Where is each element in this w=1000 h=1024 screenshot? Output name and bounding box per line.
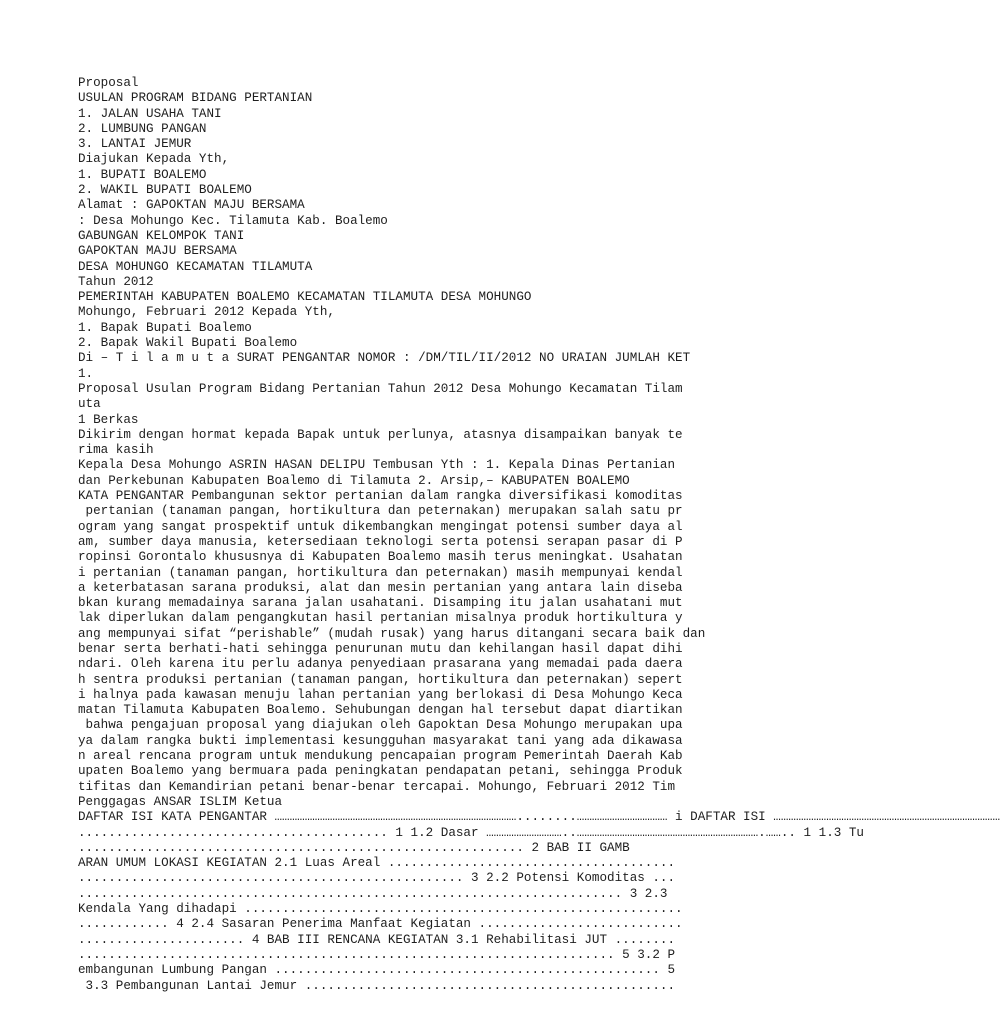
text-line: ......................................... 1 1.2 Dasar …………………………..……………………………………………………………….…….. 1 1.3 Tu: [78, 825, 864, 840]
text-line: i pertanian (tanaman pangan, hortikultura dan peternakan) masih mempunyai kendal: [78, 565, 683, 580]
text-line: ya dalam rangka bukti implementasi kesungguhan masyarakat tani yang ada dikawasa: [78, 733, 683, 748]
text-line: Diajukan Kepada Yth,: [78, 152, 230, 167]
text-line: ropinsi Gorontalo khususnya di Kabupaten Boalemo masih terus meningkat. Usahatan: [78, 550, 683, 565]
text-line: am, sumber daya manusia, ketersediaan teknologi serta potensi serapan pasar di P: [78, 534, 683, 549]
text-line: Penggagas ANSAR ISLIM Ketua: [78, 794, 283, 809]
text-line: Mohungo, Februari 2012 Kepada Yth,: [78, 305, 335, 320]
text-line: ang mempunyai sifat “perishable” (mudah rusak) yang harus ditangani secara baik dan: [78, 626, 706, 641]
text-line: matan Tilamuta Kabupaten Boalemo. Sehubungan dengan hal tersebut dapat diartikan: [78, 703, 683, 718]
text-line: n areal rencana program untuk mendukung pencapaian program Pemerintah Daerah Kab: [78, 749, 683, 764]
text-line: 2. LUMBUNG PANGAN: [78, 121, 207, 136]
text-line: KATA PENGANTAR Pembangunan sektor pertanian dalam rangka diversifikasi komoditas: [78, 489, 683, 504]
text-line: Di – T i l a m u t a SURAT PENGANTAR NOMOR : /DM/TIL/II/2012 NO URAIAN JUMLAH KET: [78, 351, 691, 366]
document-page: [78, 76, 1000, 994]
text-line: i halnya pada kawasan menuju lahan pertanian yang berlokasi di Desa Mohungo Keca: [78, 687, 683, 702]
text-line: 1. Bapak Bupati Boalemo: [78, 320, 252, 335]
text-line: ....................................................................... 5 3.2 P: [78, 947, 676, 962]
text-line: PEMERINTAH KABUPATEN BOALEMO KECAMATAN TILAMUTA DESA MOHUNGO: [78, 290, 532, 305]
text-line: Dikirim dengan hormat kepada Bapak untuk perlunya, atasnya disampaikan banyak te: [78, 427, 683, 442]
text-line: lak diperlukan dalam pengangkutan hasil pertanian misalnya produk hortikultura y: [78, 611, 683, 626]
text-line: GAPOKTAN MAJU BERSAMA: [78, 244, 237, 259]
text-line: 1. JALAN USAHA TANI: [78, 106, 222, 121]
text-line: Kendala Yang dihadapi ..........................................................: [78, 902, 683, 917]
text-line: 1 Berkas: [78, 412, 139, 427]
text-line: ............ 4 2.4 Sasaran Penerima Manfaat Kegiatan ...........................: [78, 917, 683, 932]
text-line: pertanian (tanaman pangan, hortikultura dan peternakan) merupakan salah satu pr: [78, 504, 683, 519]
text-line: ........................................................... 2 BAB II GAMB: [78, 840, 630, 855]
text-line: ................................................... 3 2.2 Potensi Komoditas ...: [78, 871, 676, 886]
text-line: ARAN UMUM LOKASI KEGIATAN 2.1 Luas Areal ......................................: [78, 856, 676, 871]
text-line: Alamat : GAPOKTAN MAJU BERSAMA: [78, 198, 305, 213]
text-line: ........................................................................ 3 2.3: [78, 886, 668, 901]
text-line: dan Perkebunan Kabupaten Boalemo di Tilamuta 2. Arsip,– KABUPATEN BOALEMO: [78, 473, 630, 488]
text-line: embangunan Lumbung Pangan ................................................... 5: [78, 963, 676, 978]
text-line: h sentra produksi pertanian (tanaman pangan, hortikultura dan peternakan) sepert: [78, 672, 683, 687]
text-line: GABUNGAN KELOMPOK TANI: [78, 228, 245, 243]
text-line: ogram yang sangat prospektif untuk dikembangkan mengingat potensi sumber daya al: [78, 519, 683, 534]
text-line: tifitas dan Kemandirian petani benar-benar tercapai. Mohungo, Februari 2012 Tim: [78, 779, 676, 794]
text-line: 2. WAKIL BUPATI BOALEMO: [78, 183, 252, 198]
text-line: Proposal: [78, 76, 139, 90]
text-line: Kepala Desa Mohungo ASRIN HASAN DELIPU Tembusan Yth : 1. Kepala Dinas Pertanian: [78, 458, 676, 473]
text-line: Tahun 2012: [78, 274, 154, 289]
text-line: 1.: [78, 366, 94, 381]
text-line: ndari. Oleh karena itu perlu adanya penyediaan prasarana yang memadai pada daera: [78, 657, 683, 672]
text-line: 2. Bapak Wakil Bupati Boalemo: [78, 336, 298, 351]
text-line: ...................... 4 BAB III RENCANA KEGIATAN 3.1 Rehabilitasi JUT ........: [78, 932, 676, 947]
text-line: USULAN PROGRAM BIDANG PERTANIAN: [78, 91, 313, 106]
text-line: : Desa Mohungo Kec. Tilamuta Kab. Boalemo: [78, 213, 388, 228]
text-line: 3.3 Pembangunan Lantai Jemur .................................................: [78, 978, 676, 993]
text-line: 3. LANTAI JEMUR: [78, 137, 192, 152]
text-line: bahwa pengajuan proposal yang diajukan oleh Gapoktan Desa Mohungo merupakan upa: [78, 718, 683, 733]
text-line: bkan kurang memadainya sarana jalan usahatani. Disamping itu jalan usahatani mut: [78, 596, 683, 611]
text-line: DAFTAR ISI KATA PENGANTAR ……………………………………………………………………………………........……………………………… i DAFTAR ISI ………………………………………………………………………………: [78, 810, 1000, 825]
text-line: DESA MOHUNGO KECAMATAN TILAMUTA: [78, 259, 313, 274]
text-line: benar serta berhati-hati sehingga penurunan mutu dan kehilangan hasil dapat dihi: [78, 641, 683, 656]
text-line: a keterbatasan sarana produksi, alat dan mesin pertanian yang antara lain diseba: [78, 580, 683, 595]
text-line: upaten Boalemo yang bermuara pada peningkatan pendapatan petani, sehingga Produk: [78, 764, 683, 779]
text-line: 1. BUPATI BOALEMO: [78, 167, 207, 182]
text-line: rima kasih: [78, 443, 154, 458]
text-line: uta: [78, 397, 101, 412]
text-line: Proposal Usulan Program Bidang Pertanian Tahun 2012 Desa Mohungo Kecamatan Tilam: [78, 381, 683, 396]
